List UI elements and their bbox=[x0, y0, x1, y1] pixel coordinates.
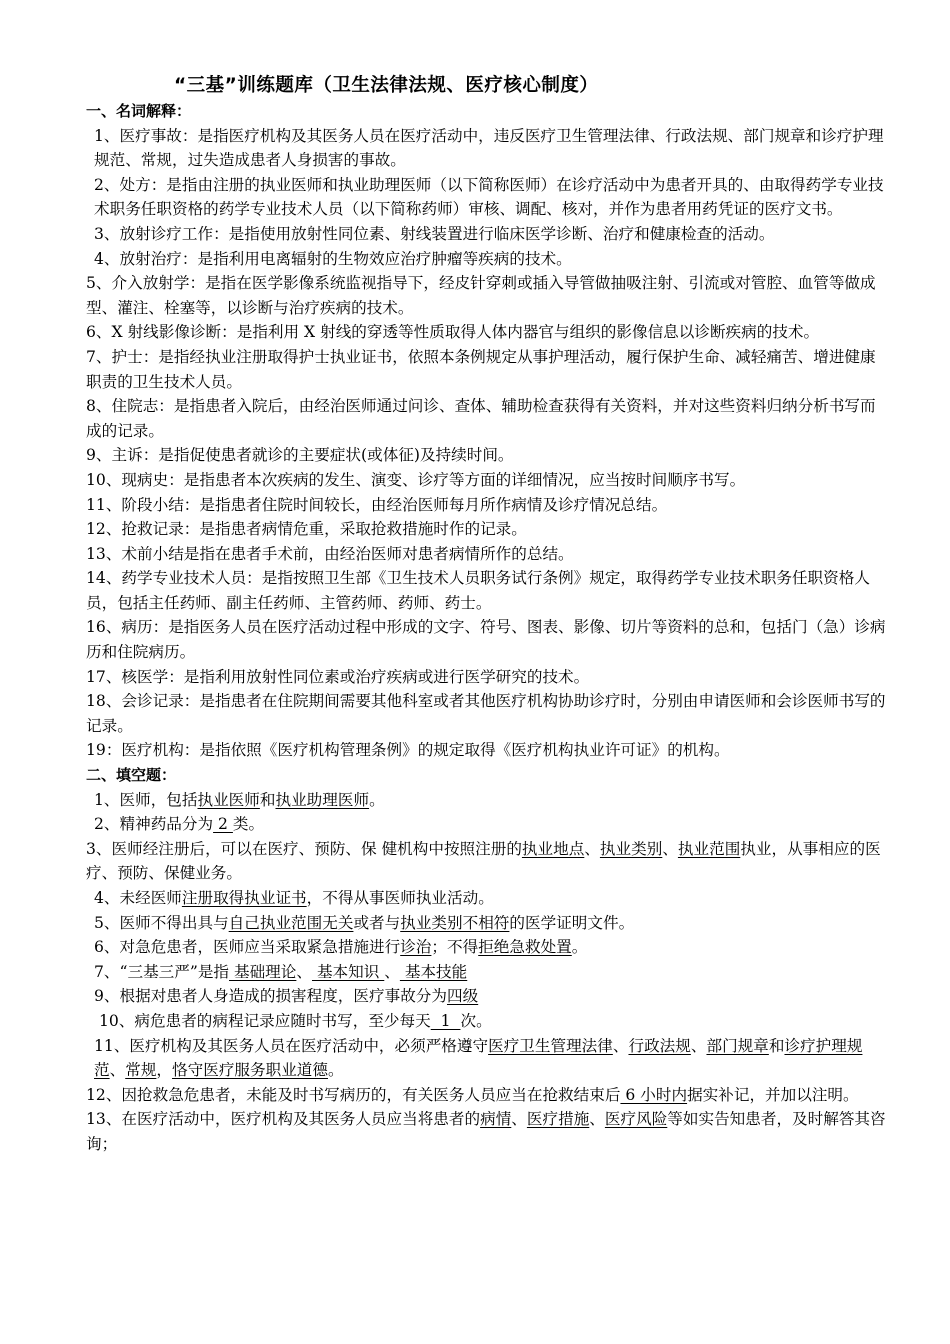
answer-blank: 诊治 bbox=[400, 938, 432, 957]
fill-in-item: 9、根据对患者人身造成的损害程度，医疗事故分为四级 bbox=[94, 987, 479, 1006]
definition-item: 3、放射诊疗工作：是指使用放射性同位素、射线装置进行临床医学诊断、治疗和健康检查的活动。 bbox=[94, 224, 775, 243]
answer-blank: 执业类别不相符 bbox=[400, 913, 510, 932]
definition-item: 6、X 射线影像诊断：是指利用 X 射线的穿透等性质取得人体内器官与组织的影像信息以诊断疾病的技术。 bbox=[86, 323, 820, 342]
fill-in-item: 5、医师不得出具与自己执业范围无关或者与执业类别不相符的医学证明文件。 bbox=[94, 913, 635, 932]
definition-item: 9、主诉：是指促使患者就诊的主要症状(或体征)及持续时间。 bbox=[86, 446, 514, 465]
answer-blank: 常规 bbox=[125, 1061, 157, 1080]
section-heading-definitions: 一、名词解释： bbox=[86, 102, 192, 120]
answer-blank: 部门规章 bbox=[706, 1036, 769, 1055]
definition-item: 4、放射治疗：是指利用电离辐射的生物效应治疗肿瘤等疾病的技术。 bbox=[94, 249, 572, 268]
definition-item: 5、介入放射学：是指在医学影像系统监视指导下，经皮针穿刺或插入导管做抽吸注射、引流或对管腔、血管等做成型、灌注、栓塞等，以诊断与治疗疾病的技术。 bbox=[86, 274, 876, 317]
fill-in-item: 13、在医疗活动中，医疗机构及其医务人员应当将患者的病情、医疗措施、医疗风险等如实告知患者，及时解答其咨询； bbox=[86, 1110, 886, 1153]
definition-item: 1、医疗事故：是指医疗机构及其医务人员在医疗活动中，违反医疗卫生管理法律、行政法规、部门规章和诊疗护理规范、常规，过失造成患者人身损害的事故。 bbox=[94, 126, 884, 170]
fill-in-item: 7、“三基三严”是指 基础理论、 基本知识 、 基本技能 bbox=[94, 962, 468, 981]
definition-item: 12、抢救记录：是指患者病情危重，采取抢救措施时作的记录。 bbox=[86, 520, 527, 539]
definition-item: 19：医疗机构：是指依照《医疗机构管理条例》的规定取得《医疗机构执业许可证》的机构。 bbox=[86, 741, 730, 760]
answer-blank: 执业类别 bbox=[599, 839, 663, 858]
definition-item: 8、住院志：是指患者入院后，由经治医师通过问诊、查体、辅助检查获得有关资料，并对这些资料归纳分析书写而成的记录。 bbox=[86, 397, 876, 440]
answer-blank: 医疗措施 bbox=[526, 1110, 590, 1129]
answer-blank: 诊疗护理规范 bbox=[94, 1036, 863, 1080]
definition-item: 11、阶段小结：是指患者住院时间较长，由经治医师每月所作病情及诊疗情况总结。 bbox=[86, 495, 668, 514]
definition-item: 10、现病史：是指患者本次疾病的发生、演变、诊疗等方面的详细情况，应当按时间顺序书写。 bbox=[86, 470, 746, 489]
fill-in-item: 6、对急危患者，医师应当采取紧急措施进行诊治；不得拒绝急救处置。 bbox=[94, 938, 588, 957]
fill-in-item: 12、因抢救急危患者，未能及时书写病历的，有关医务人员应当在抢救结束后 6 小时内据实补记，并加以注明。 bbox=[86, 1085, 859, 1104]
answer-blank: 医疗风险 bbox=[604, 1110, 668, 1129]
document-body bbox=[86, 99, 886, 1157]
definition-item: 16、病历：是指医务人员在医疗活动过程中形成的文字、符号、图表、影像、切片等资料的总和，包括门（急）诊病历和住院病历。 bbox=[86, 618, 886, 662]
answer-blank: 医疗卫生管理法律 bbox=[488, 1036, 613, 1055]
answer-blank: 执业助理医师 bbox=[275, 790, 370, 809]
answer-blank: 基本知识 bbox=[311, 962, 385, 981]
answer-blank: 基础理论 bbox=[229, 962, 297, 981]
answer-blank: 注册取得执业证书 bbox=[181, 889, 307, 907]
answer-blank: 2 bbox=[213, 815, 233, 834]
answer-blank: 执业范围 bbox=[677, 839, 741, 858]
definition-item: 18、会诊记录：是指患者在住院期间需要其他科室或者其他医疗机构协助诊疗时，分别由申请医师和会诊医师书写的记录。 bbox=[86, 692, 886, 735]
fill-in-item: 3、医师经注册后，可以在医疗、预防、保 健机构中按照注册的执业地点、执业类别、执业范围执业，从事相应的医疗、预防、保健业务。 bbox=[86, 839, 881, 883]
answer-blank: 基本技能 bbox=[399, 962, 468, 981]
answer-blank: 执业医师 bbox=[197, 790, 260, 809]
document-title: “三基”训练题库（卫生法律法规、医疗核心制度） bbox=[174, 75, 599, 96]
fill-in-item: 10、病危患者的病程记录应随时书写，至少每天 1 次。 bbox=[99, 1011, 492, 1030]
section-heading-fill-in: 二、填空题： bbox=[86, 766, 177, 785]
fill-in-item: 4、未经医师注册取得执业证书，不得从事医师执业活动。 bbox=[94, 889, 494, 907]
answer-blank: 行政法规 bbox=[628, 1036, 691, 1055]
definition-item: 17、核医学：是指利用放射性同位素或治疗疾病或进行医学研究的技术。 bbox=[86, 667, 590, 686]
answer-blank: 6 小时内 bbox=[620, 1085, 688, 1104]
fill-in-item: 1、医师，包括执业医师和执业助理医师。 bbox=[94, 790, 385, 809]
definition-item: 2、处方：是指由注册的执业医师和执业助理医师（以下简称医师）在诊疗活动中为患者开具的、由取得药学专业技术职务任职资格的药学专业技术人员（以下简称药师）审核、调配、核对，并作为患者用药凭证的医疗文书。 bbox=[94, 175, 884, 219]
fill-in-item: 2、精神药品分为 2 类。 bbox=[94, 815, 265, 834]
definition-item: 14、药学专业技术人员：是指按照卫生部《卫生技术人员职务试行条例》规定，取得药学专业技术职务任职资格人员，包括主任药师、副主任药师、主管药师、药师、药士。 bbox=[86, 569, 870, 612]
answer-blank: 四级 bbox=[446, 987, 479, 1006]
answer-blank: 拒绝急救处置 bbox=[478, 938, 572, 957]
answer-blank: 自己执业范围无关 bbox=[228, 913, 354, 932]
definition-item: 7、护士：是指经执业注册取得护士执业证书，依照本条例规定从事护理活动，履行保护生命、减轻痛苦、增进健康职责的卫生技术人员。 bbox=[86, 347, 876, 391]
answer-blank: 病情 bbox=[480, 1110, 512, 1129]
answer-blank: 1 bbox=[430, 1011, 461, 1030]
fill-in-item: 11、医疗机构及其医务人员在医疗活动中，必须严格遵守医疗卫生管理法律、行政法规、部门规章和诊疗护理规范、常规，恪守医疗服务职业道德。 bbox=[94, 1036, 863, 1080]
definition-item: 13、术前小结是指在患者手术前，由经治医师对患者病情所作的总结。 bbox=[86, 544, 574, 563]
answer-blank: 执业地点 bbox=[521, 839, 585, 858]
answer-blank: 恪守医疗服务职业道德 bbox=[172, 1061, 328, 1080]
